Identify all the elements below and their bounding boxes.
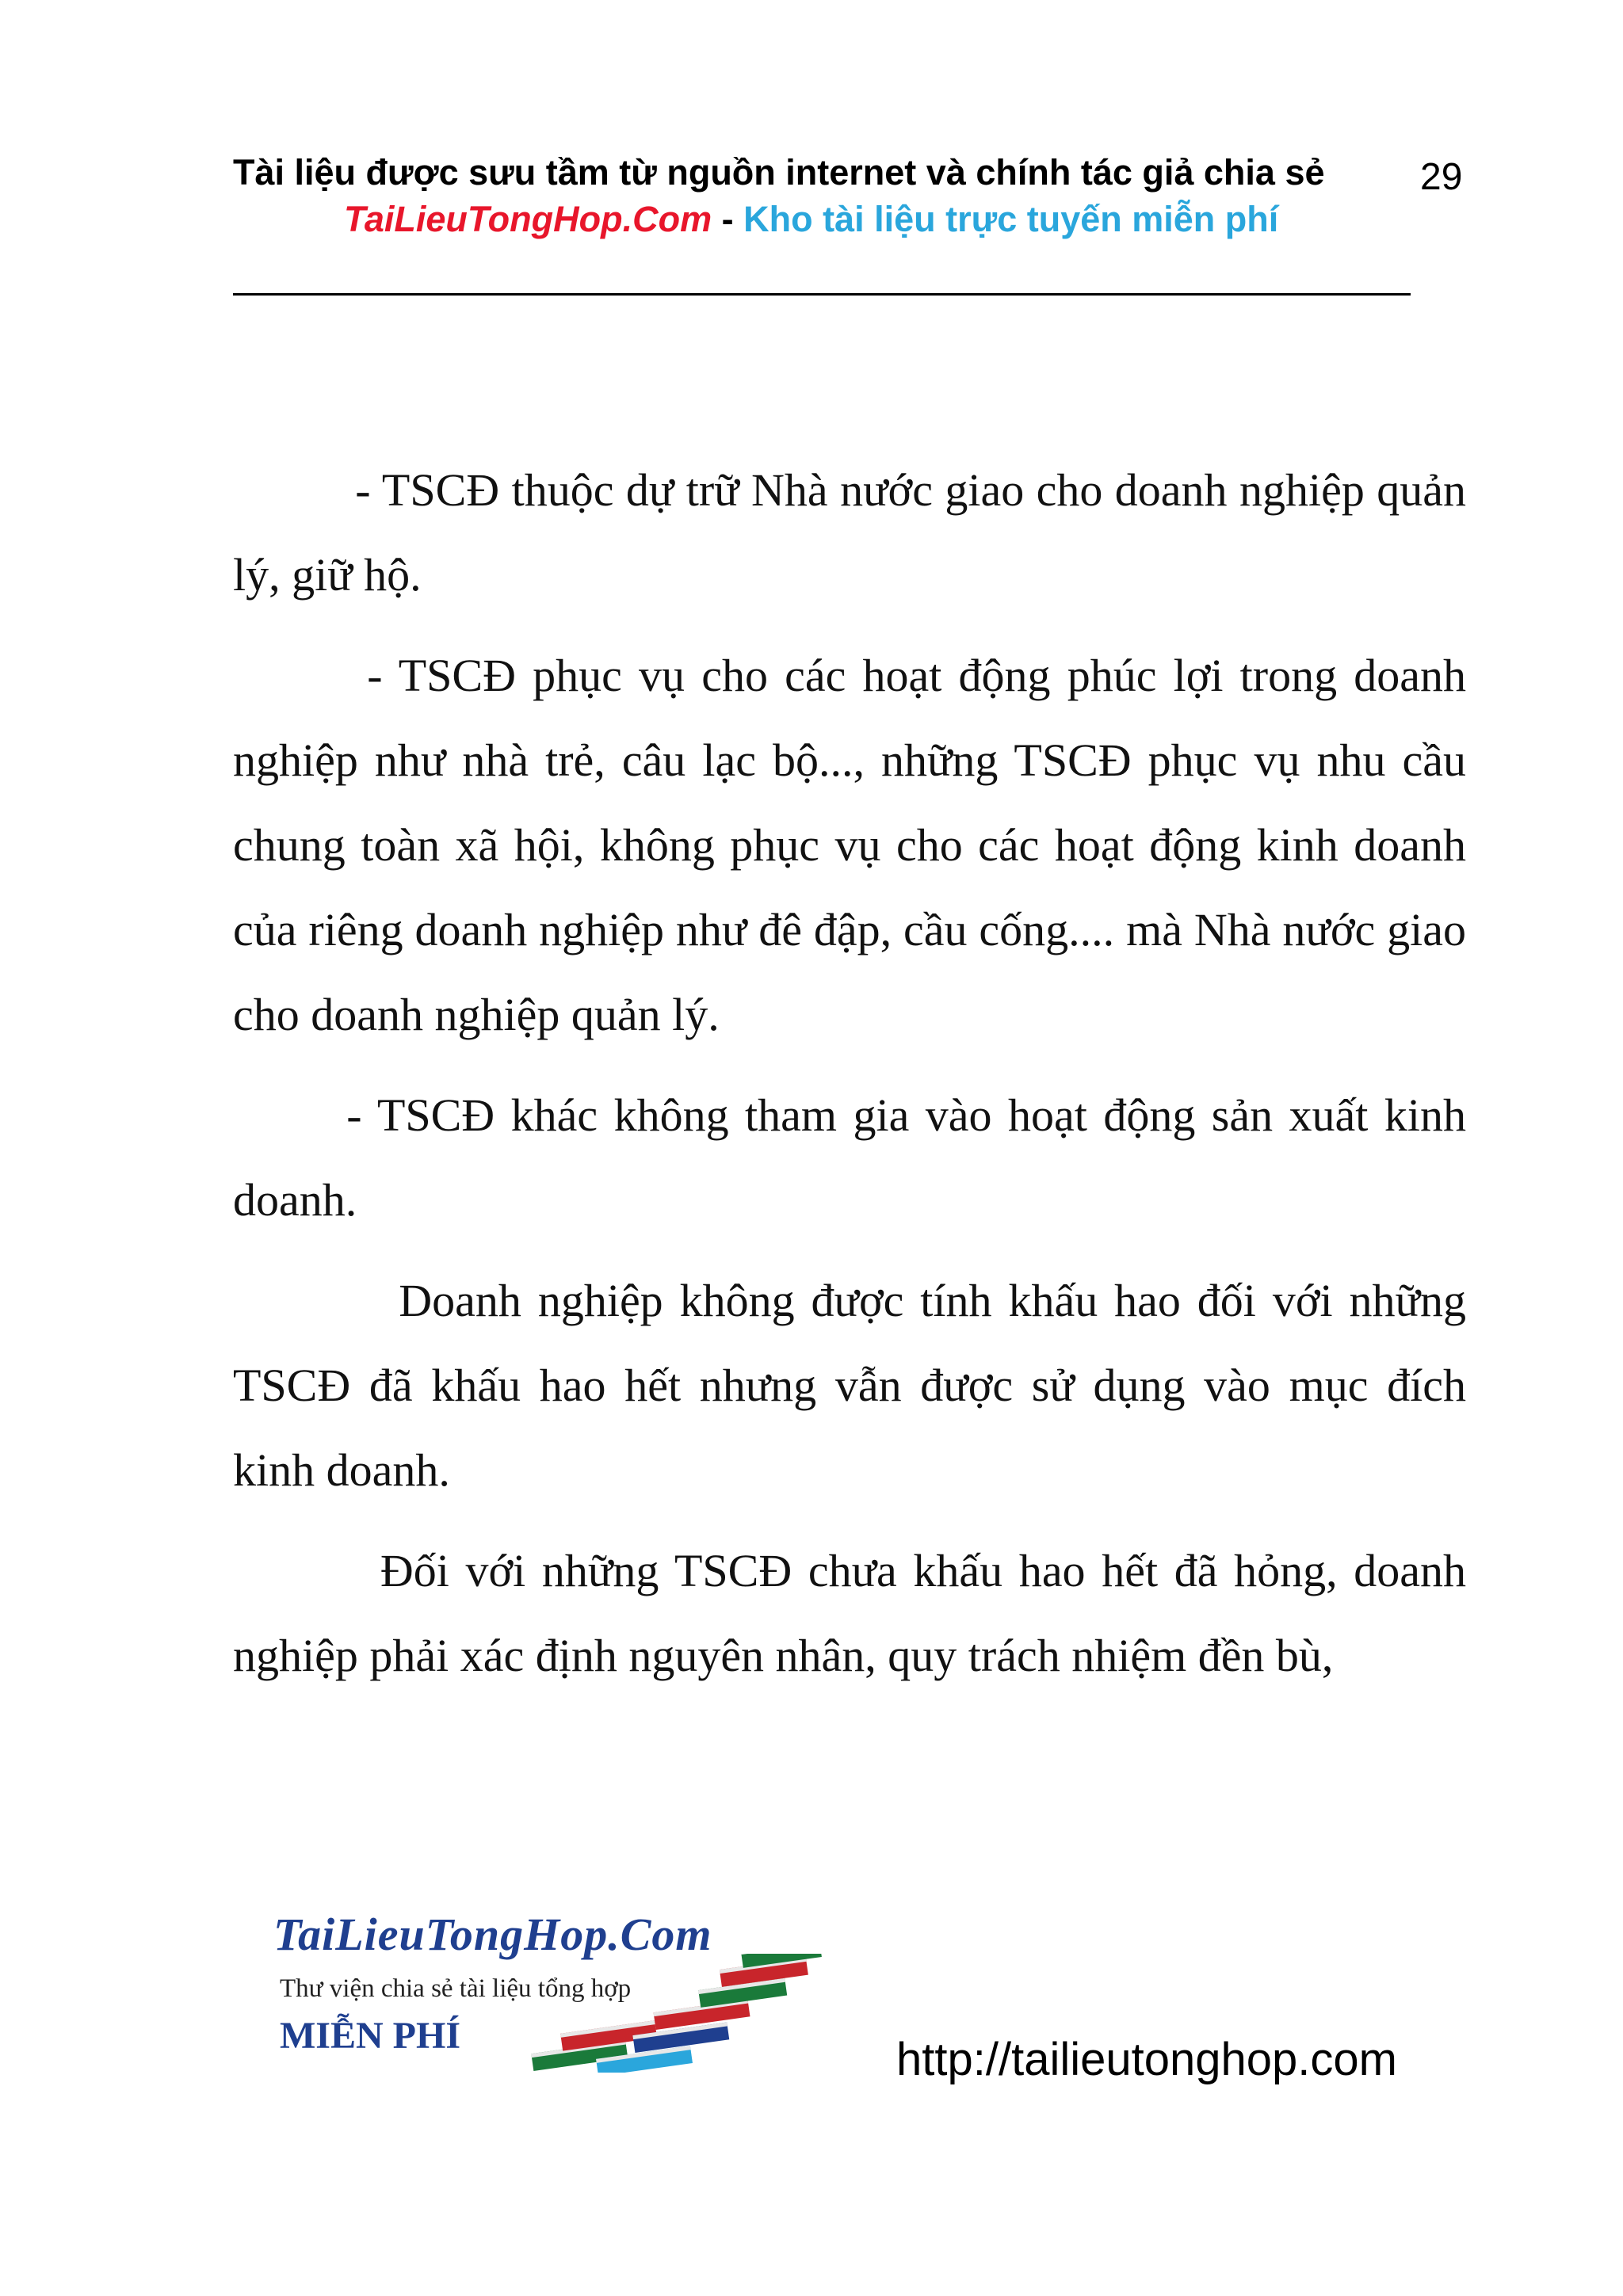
logo-subtitle: Thư viện chia sẻ tài liệu tổng hợp xyxy=(280,1974,632,2003)
logo-free-label: MIỄN PHÍ xyxy=(280,2015,460,2057)
paragraph: - TSCĐ thuộc dự trữ Nhà nước giao cho doanh nghiệp quản lý, giữ hộ. xyxy=(233,464,1466,601)
header-separator: - xyxy=(712,199,744,239)
footer-logo[interactable] xyxy=(273,1908,876,2082)
paragraph: Doanh nghiệp không được tính khấu hao đối với những TSCĐ đã khấu hao hết nhưng vẫn được sử dụng vào mục đích kinh doanh. xyxy=(233,1275,1466,1496)
logo-title: TaiLieuTongHop.Com xyxy=(273,1909,712,1960)
footer-url-link[interactable]: http://tailieutonghop.com xyxy=(896,2034,1397,2085)
paragraph: - TSCĐ khác không tham gia vào hoạt động sản xuất kinh doanh. xyxy=(233,1089,1466,1226)
header-tagline: Kho tài liệu trực tuyến miễn phí xyxy=(743,199,1279,239)
paragraph: - TSCĐ phục vụ cho các hoạt động phúc lợi trong doanh nghiệp như nhà trẻ, câu lạc bộ..., những TSCĐ phục vụ nhu cầu chung toàn xã hội, không phục vụ cho các hoạt động kinh doanh của riêng doanh nghiệp như đê đập, cầu cống.... mà Nhà nước giao cho doanh nghiệp quản lý. xyxy=(233,650,1466,1040)
books-icon xyxy=(511,1954,844,2073)
paragraph: Đối với những TSCĐ chưa khấu hao hết đã hỏng, doanh nghiệp phải xác định nguyên nhân, quy trách nhiệm đền bù, xyxy=(233,1545,1466,1681)
header-divider xyxy=(233,293,1411,296)
header-subtitle xyxy=(344,199,1278,240)
page-number: 29 xyxy=(1420,156,1463,198)
header-title: Tài liệu được sưu tầm từ nguồn internet và chính tác giả chia sẻ xyxy=(233,152,1325,193)
site-name-link[interactable]: TaiLieuTongHop.Com xyxy=(344,199,712,239)
document-body xyxy=(233,448,1466,1714)
